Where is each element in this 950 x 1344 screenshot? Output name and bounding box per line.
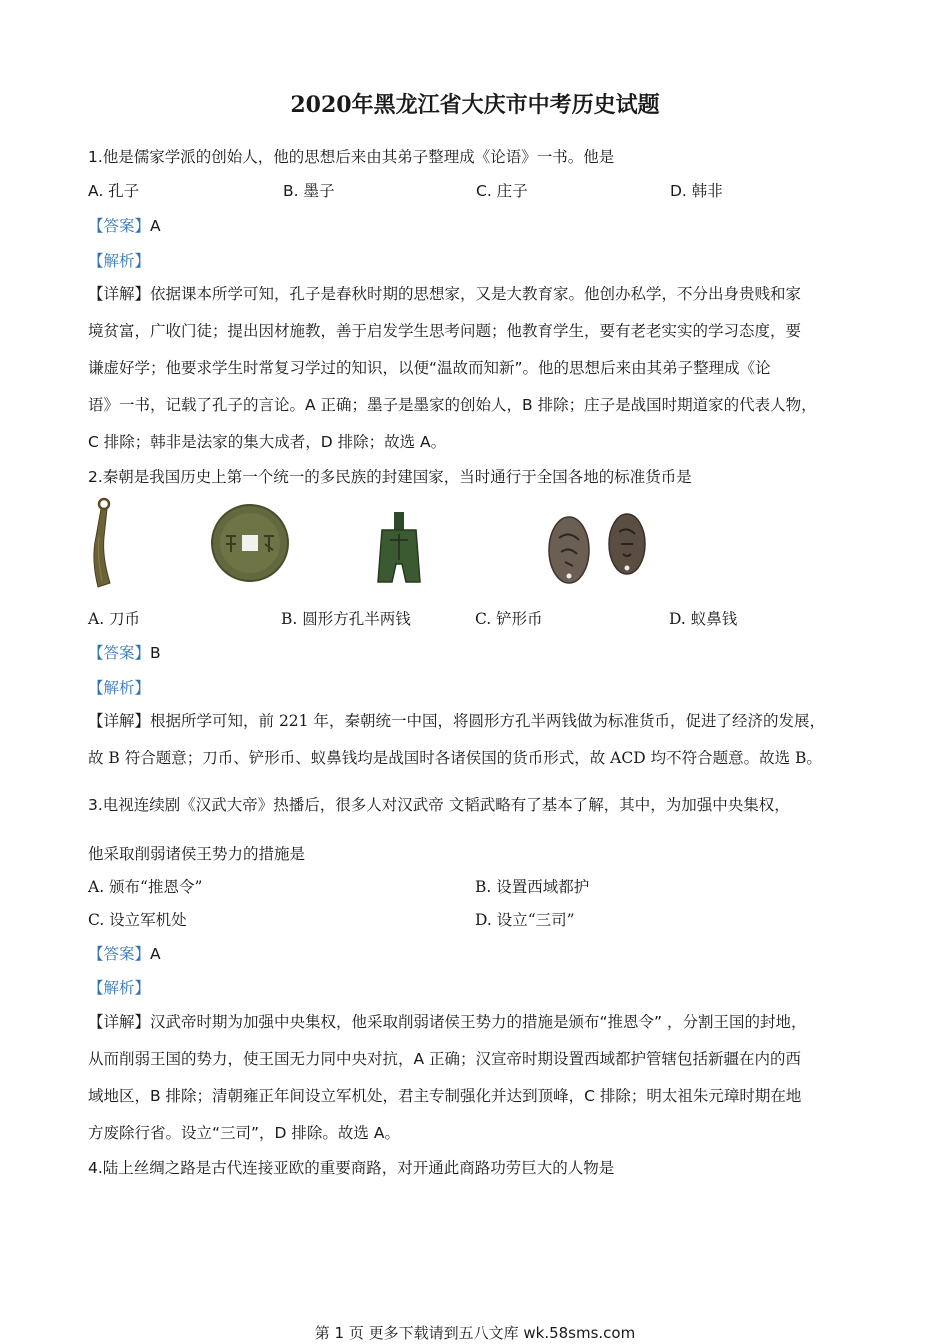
knife-coin-image [88, 497, 118, 589]
q3-option-b: B. 设置西域都护 [475, 878, 590, 896]
q2-stem: 2.秦朝是我国历史上第一个统一的多民族的封建国家，当时通行于全国各地的标准货币是 [88, 468, 692, 486]
q1-detail-line-2: 境贫富，广收门徒；提出因材施教，善于启发学生思考问题；他教育学生，要有老老实实的学习态度，要 [88, 322, 802, 340]
q1-answer-value: A [150, 217, 161, 235]
antnose-coin-image [543, 508, 649, 588]
q2-answer [88, 641, 161, 663]
q3-answer-value: A [150, 945, 161, 963]
q2-detail-text: 根据所学可知，前 221 年，秦朝统一中国，将圆形方孔半两钱做为标准货币，促进了经济的发展， [150, 712, 825, 730]
q1-detail-line-5: C 排除；韩非是法家的集大成者，D 排除；故选 A。 [88, 433, 447, 451]
q3-stem-line-2: 他采取削弱诸侯王势力的措施是 [88, 845, 306, 863]
q4-stem: 4.陆上丝绸之路是古代连接亚欧的重要商路，对开通此商路功劳巨大的人物是 [88, 1159, 615, 1177]
q3-detail-text: 汉武帝时期为加强中央集权，他采取削弱诸侯王势力的措施是颁布“推恩令” ，分割王国的封地， [150, 1013, 807, 1031]
spade-coin-image [374, 510, 424, 586]
q1-detail-line-3: 谦虚好学；他要求学生时常复习学过的知识，以便“温故而知新”。他的思想后来由其弟子整理成《论 [88, 359, 771, 377]
banliang-coin-image [210, 500, 290, 586]
q1-stem: 1.他是儒家学派的创始人，他的思想后来由其弟子整理成《论语》一书。他是 [88, 148, 615, 166]
q3-answer [88, 942, 161, 964]
q1-option-b: B. 墨子 [283, 182, 335, 200]
q1-option-d: D. 韩非 [670, 182, 723, 200]
q2-option-b: B. 圆形方孔半两钱 [281, 610, 411, 628]
q3-detail-line-3: 域地区，B 排除；清朝雍正年间设立军机处，君主专制强化并达到顶峰，C 排除；明太祖朱元璋时期在地 [88, 1087, 802, 1105]
q2-option-d: D. 蚁鼻钱 [669, 610, 738, 628]
q2-analysis-tag: 【解析】 [88, 679, 151, 697]
q3-stem-line-1: 3.电视连续剧《汉武大帝》热播后，很多人对汉武帝 文韬武略有了基本了解，其中，为加强中央集权， [88, 796, 790, 814]
q1-detail-text: 依据课本所学可知，孔子是春秋时期的思想家，又是大教育家。他创办私学，不分出身贵贱和家 [150, 285, 802, 303]
q3-detail-line-4: 方废除行省。设立“三司”，D 排除。故选 A。 [88, 1124, 400, 1142]
detail-tag: 【详解】 [88, 1013, 151, 1031]
detail-tag: 【详解】 [88, 712, 151, 730]
q3-analysis-tag: 【解析】 [88, 979, 151, 997]
q2-detail-line-1 [88, 709, 825, 731]
detail-tag: 【详解】 [88, 285, 151, 303]
page-footer[interactable]: 第 1 页 更多下载请到五八文库 wk.58sms.com [314, 1324, 636, 1342]
q3-option-a: A. 颁布“推恩令” [88, 878, 203, 896]
q1-analysis-tag: 【解析】 [88, 252, 151, 270]
q1-answer [88, 214, 161, 236]
q3-option-c: C. 设立军机处 [88, 911, 187, 929]
q2-option-a: A. 刀币 [88, 610, 141, 628]
q1-detail-line-4: 语》一书，记载了孔子的言论。A 正确；墨子是墨家的创始人，B 排除；庄子是战国时期道家的代表人物， [88, 396, 817, 414]
q2-answer-value: B [150, 644, 161, 662]
q1-option-c: C. 庄子 [476, 182, 528, 200]
q1-option-a: A. 孔子 [88, 182, 140, 200]
answer-tag: 【答案】 [88, 945, 151, 963]
q2-option-c: C. 铲形币 [475, 610, 543, 628]
answer-tag: 【答案】 [88, 644, 151, 662]
q1-detail-line-1 [88, 282, 801, 304]
q3-option-d: D. 设立“三司” [475, 911, 575, 929]
page-title: 2020年黑龙江省大庆市中考历史试题 [290, 92, 660, 118]
q3-detail-line-1 [88, 1010, 807, 1032]
q2-detail-line-2: 故 B 符合题意；刀币、铲形币、蚁鼻钱均是战国时各诸侯国的货币形式，故 ACD 均不符合题意。故选 B。 [88, 749, 822, 767]
q3-detail-line-2: 从而削弱王国的势力，使王国无力同中央对抗，A 正确；汉宣帝时期设置西域都护管辖包括新疆在内的西 [88, 1050, 802, 1068]
answer-tag: 【答案】 [88, 217, 151, 235]
